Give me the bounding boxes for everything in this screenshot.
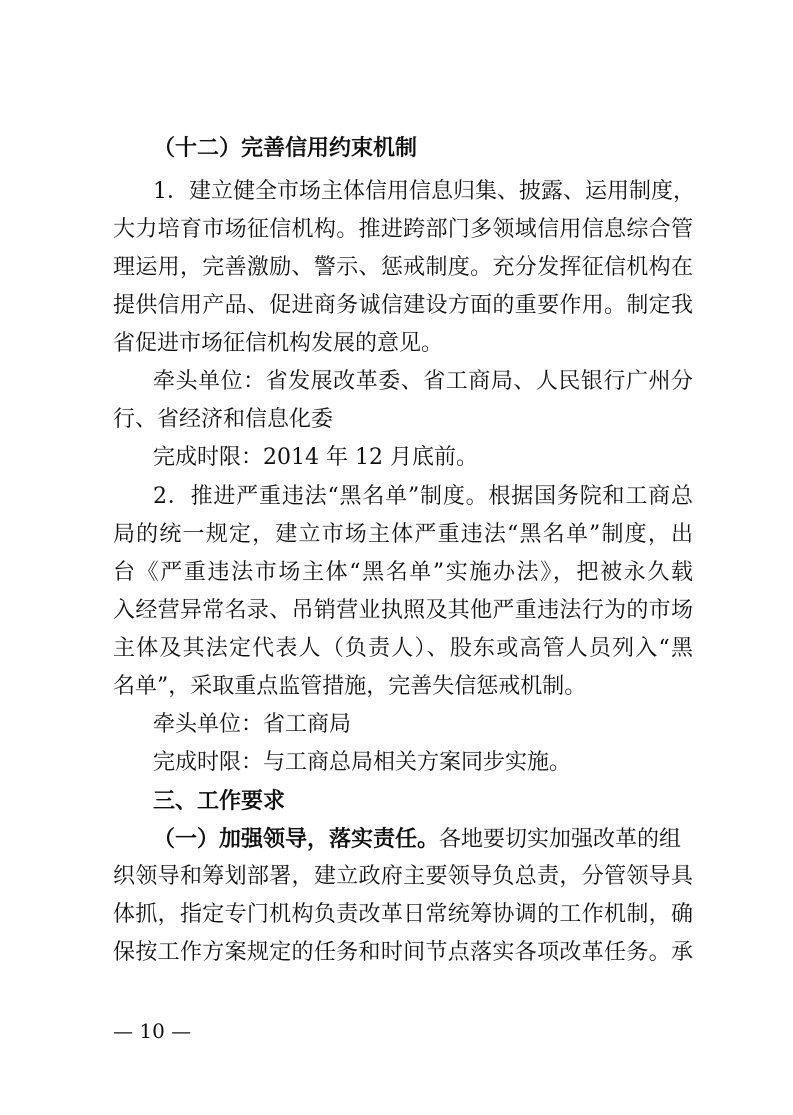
paragraph-line: 大力培育市场征信机构。推进跨部门多领域信用信息综合管: [113, 217, 693, 242]
paragraph-line: 体抓，指定专门机构负责改革日常统筹协调的工作机制，确: [113, 902, 693, 927]
paragraph-line: 保按工作方案规定的任务和时间节点落实各项改革任务。承: [113, 940, 693, 965]
lead-unit-line: 行、省经济和信息化委: [113, 407, 334, 432]
paragraph-text-inline: 各地要切实加强改革的组: [439, 827, 682, 852]
paragraph-line: 局的统一规定，建立市场主体严重违法“黑名单”制度，出: [113, 522, 693, 547]
paragraph-line: 主体及其法定代表人（负责人）、股东或高管人员列入“黑: [113, 636, 693, 661]
paragraph-line: 台《严重违法市场主体“黑名单”实施办法》，把被永久载: [113, 560, 693, 585]
paragraph-line: 省促进市场征信机构发展的意见。: [113, 331, 444, 356]
paragraph-line: 2．推进严重违法“黑名单”制度。根据国务院和工商总: [153, 484, 693, 509]
paragraph-line: 名单”，采取重点监管措施，完善失信惩戒机制。: [113, 674, 587, 699]
lead-unit-line: 牵头单位：省工商局: [153, 712, 352, 737]
deadline-line: 完成时限：2014 年 12 月底前。: [153, 445, 478, 470]
subheading-inline: （一）加强领导，落实责任。: [153, 826, 440, 852]
paragraph-line: 织领导和筹划部署，建立政府主要领导负总责，分管领导具: [113, 864, 693, 889]
paragraph-line: 入经营异常名录、吊销营业执照及其他严重违法行为的市场: [113, 598, 693, 623]
paragraph-line: 提供信用产品、促进商务诚信建设方面的重要作用。制定我: [113, 293, 693, 318]
deadline-line: 完成时限：与工商总局相关方案同步实施。: [153, 750, 572, 775]
paragraph-line: 理运用，完善激励、警示、惩戒制度。充分发挥征信机构在: [113, 255, 693, 280]
section-heading-12: （十二）完善信用约束机制: [153, 135, 418, 161]
page-number: — 10 —: [113, 1019, 192, 1043]
lead-unit-line: 牵头单位：省发展改革委、省工商局、人民银行广州分: [153, 369, 693, 394]
paragraph-line: 1．建立健全市场主体信用信息归集、披露、运用制度，: [153, 179, 695, 204]
section-heading-3: 三、工作要求: [153, 788, 286, 814]
paragraph-line-mixed: [153, 823, 693, 856]
